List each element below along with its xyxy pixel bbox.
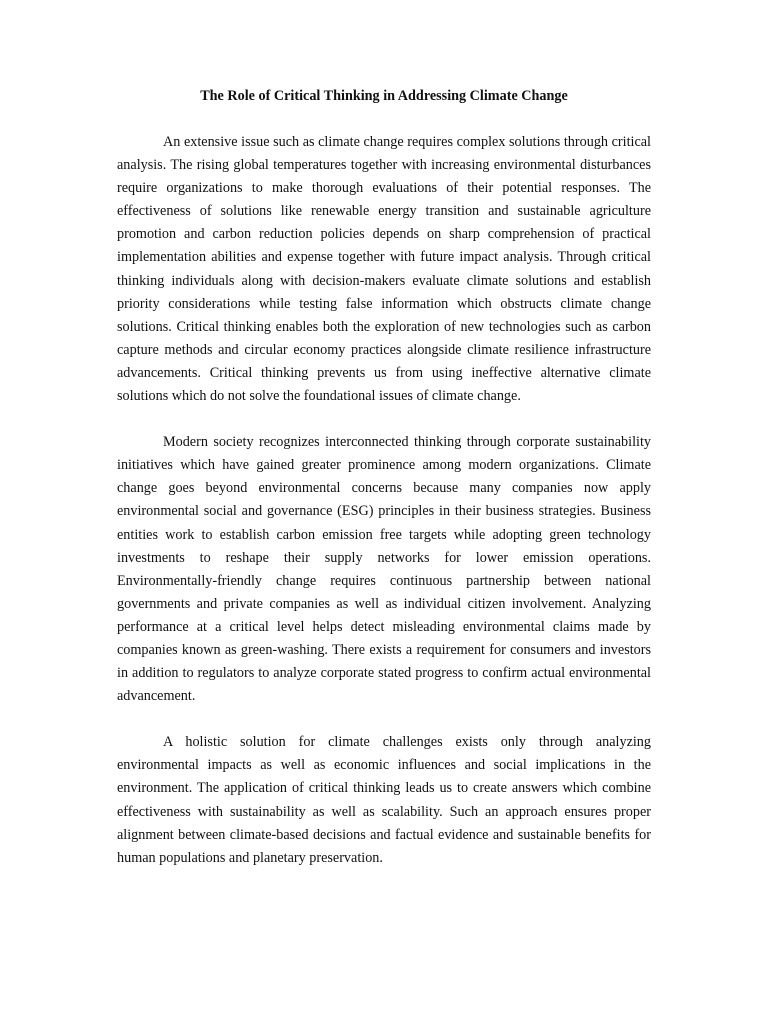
paragraph-1: An extensive issue such as climate change requires complex solutions through critical analysis. The rising global temperatures together with increasing environmental disturbances require organizations to make thorough evaluations of their potential responses. The effectiveness of solutions like renewable energy transition and sustainable agriculture promotion and carbon reduction policies depends on sharp comprehension of practical implementation abilities and expense together with future impact analysis. Through critical thinking individuals along with decision-makers evaluate climate solutions and establish priority considerations while testing false information which obstructs climate change solutions. Critical thinking enables both the exploration of new technologies such as carbon capture methods and circular economy practices alongside climate resilience infrastructure advancements. Critical thinking prevents us from using ineffective alternative climate solutions which do not solve the foundational issues of climate change. (117, 134, 651, 405)
paragraph-3: A holistic solution for climate challenges exists only through analyzing environmental impacts as well as economic influences and social implications in the environment. The application of critical thinking leads us to create answers which combine effectiveness with sustainability as well as scalability. Such an approach ensures proper alignment between climate-based decisions and factual evidence and sustainable benefits for human populations and planetary preservation. (117, 734, 651, 866)
paragraph-2: Modern society recognizes interconnected thinking through corporate sustainability initiatives which have gained greater prominence among modern organizations. Climate change goes beyond environmental concerns because many companies now apply environmental social and governance (ESG) principles in their business strategies. Business entities work to establish carbon emission free targets while adopting green technology investments to reshape their supply networks for lower emission operations. Environmentally-friendly change requires continuous partnership between national governments and private companies as well as individual citizen involvement. Analyzing performance at a critical level helps detect misleading environmental claims made by companies known as green-washing. There exists a requirement for consumers and investors in addition to regulators to analyze corporate stated progress to confirm actual environmental advancement. (117, 434, 651, 705)
document-title: The Role of Critical Thinking in Addressing Climate Change (200, 88, 568, 104)
